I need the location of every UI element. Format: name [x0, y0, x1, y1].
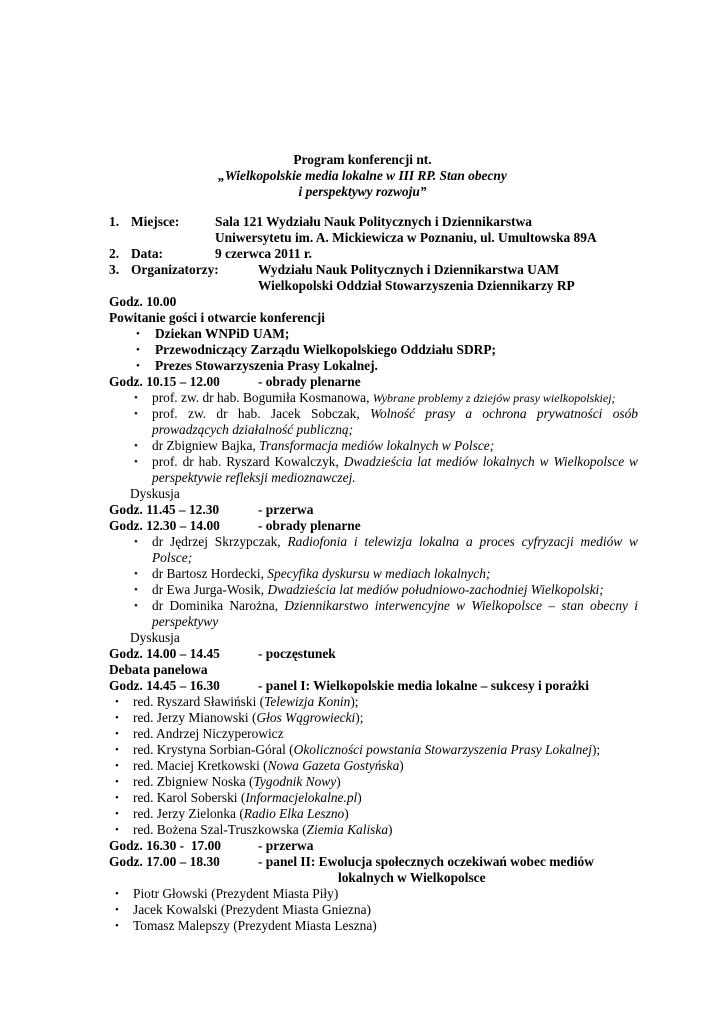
bullet-icon: •: [115, 696, 119, 708]
list-item-end: );: [350, 694, 359, 709]
list-item: [133, 710, 363, 726]
panelist-name: red. Maciej Kretkowski (: [133, 758, 268, 773]
list-item: Przewodniczący Zarządu Wielkopolskiego Oddziału SDRP;: [155, 342, 496, 357]
talk-title-continued: prowadzących działalność publiczną;: [152, 422, 354, 437]
list-item: [152, 598, 638, 614]
speaker-name: dr Dominika Narożna,: [152, 598, 279, 613]
list-item: Dziekan WNPiD UAM;: [155, 326, 290, 341]
talk-title-continued: perspektywy: [152, 614, 219, 629]
list-item: [133, 822, 392, 838]
bullet-icon: •: [134, 440, 138, 452]
list-item: [133, 694, 359, 710]
outlet-name: Telewizja Konin: [264, 694, 351, 709]
bullet-icon: •: [115, 776, 119, 788]
outlet-name: Informacjelokalne.pl: [245, 790, 358, 805]
list-item-end: ): [357, 790, 362, 805]
panelist-name: red. Bożena Szal-Truszkowska (: [133, 822, 307, 837]
bullet-icon: •: [115, 824, 119, 836]
place-value-line2: Uniwersytetu im. A. Mickiewicza w Poznaniu, ul. Umultowska 89A: [215, 230, 597, 245]
bullet-icon: •: [115, 808, 119, 820]
session-time: Godz. 16.30 - 17.00: [109, 838, 221, 853]
talk-title: Dziennikarstwo interwencyjne w Wielkopolsce – stan obecny i: [284, 598, 638, 613]
organizers-label: Organizatorzy:: [131, 262, 219, 277]
bullet-icon: •: [115, 712, 119, 724]
panelist-name: red. Zbigniew Noska (: [133, 774, 254, 789]
discussion-label: Dyskusja: [130, 486, 180, 501]
list-item: Prezes Stowarzyszenia Prasy Lokalnej.: [155, 358, 378, 373]
list-item: [133, 806, 349, 822]
list-item: [133, 742, 600, 758]
outlet-name: Nowa Gazeta Gostyńska: [267, 758, 400, 773]
talk-title: Dwadzieścia lat mediów południowo-zachodniej Wielkopolski;: [267, 582, 604, 597]
session-time: Godz. 11.45 – 12.30: [109, 502, 220, 517]
list-item-end: ): [399, 758, 404, 773]
talk-title: Transformacja mediów lokalnych w Polsce;: [259, 438, 495, 453]
session-heading: Debata panelowa: [109, 662, 208, 677]
outlet-name: Głos Wągrowiecki: [256, 710, 356, 725]
list-item: Piotr Głowski (Prezydent Miasta Piły): [133, 886, 339, 901]
talk-title-continued: Polsce;: [152, 550, 193, 565]
list-item-end: );: [591, 742, 601, 757]
outlet-name: Tygodnik Nowy: [253, 774, 337, 789]
list-item: [133, 726, 284, 742]
list-item: [152, 566, 490, 582]
session-label: - panel I: Wielkopolskie media lokalne – sukcesy i porażki: [258, 678, 589, 693]
session-label: - panel II: Ewolucja społecznych oczekiwań wobec mediów: [258, 854, 594, 869]
panelist-name: red. Jerzy Mianowski (: [133, 710, 257, 725]
session-label: - przerwa: [258, 502, 314, 517]
bullet-icon: •: [134, 600, 138, 612]
bullet-icon: •: [134, 456, 138, 468]
date-number: 2.: [109, 246, 120, 261]
conference-title-line1: „Wielkopolskie media lokalne w III RP. Stan obecny: [218, 168, 507, 183]
speaker-name: dr Zbigniew Bajka,: [152, 438, 256, 453]
bullet-icon: •: [115, 904, 119, 916]
list-item: [152, 438, 494, 454]
list-item-end: ): [336, 774, 341, 789]
bullet-icon: •: [115, 728, 119, 740]
panelist-name: red. Karol Soberski (: [133, 790, 246, 805]
list-item: [152, 534, 638, 550]
session-time: Godz. 14.00 – 14.45: [109, 646, 220, 661]
bullet-icon: •: [115, 920, 119, 932]
place-label: Miejsce:: [131, 214, 180, 229]
bullet-icon: •: [115, 760, 119, 772]
list-item: [133, 758, 404, 774]
bullet-icon: •: [136, 328, 140, 340]
session-time: Godz. 10.00: [109, 294, 177, 309]
list-item-end: );: [355, 710, 364, 725]
list-item: [152, 390, 616, 406]
bullet-icon: •: [115, 744, 119, 756]
speaker-name: dr Jędrzej Skrzypczak,: [152, 534, 281, 549]
bullet-icon: •: [134, 584, 138, 596]
session-label-continued: lokalnych w Wielkopolsce: [338, 870, 486, 885]
outlet-name: Okoliczności powstania Stowarzyszenia Prasy Lokalnej: [293, 742, 592, 757]
list-item: Tomasz Malepszy (Prezydent Miasta Leszna): [133, 918, 377, 933]
bullet-icon: •: [134, 568, 138, 580]
date-label: Data:: [131, 246, 163, 261]
bullet-icon: •: [136, 360, 140, 372]
list-item: Jacek Kowalski (Prezydent Miasta Gniezna): [133, 902, 371, 917]
place-value-line1: Sala 121 Wydziału Nauk Politycznych i Dziennikarstwa: [215, 214, 532, 229]
session-time: Godz. 17.00 – 18.30: [109, 854, 220, 869]
bullet-icon: •: [134, 392, 138, 404]
conference-title-line2: i perspektywy rozwoju”: [298, 184, 427, 199]
list-item-end: ): [388, 822, 393, 837]
speaker-name: prof. dr hab. Ryszard Kowalczyk,: [152, 454, 339, 469]
discussion-label: Dyskusja: [130, 630, 180, 645]
panelist-name: red. Krystyna Sorbian-Góral (: [133, 742, 294, 757]
speaker-name: dr Ewa Jurga-Wosik,: [152, 582, 265, 597]
list-item-end: ): [344, 806, 349, 821]
talk-title: Wybrane problemy z dziejów prasy wielkopolskiej;: [372, 391, 616, 405]
session-heading: Powitanie gości i otwarcie konferencji: [109, 310, 325, 325]
speaker-name: prof. zw. dr hab. Jacek Sobczak,: [152, 406, 360, 421]
bullet-icon: •: [115, 792, 119, 804]
date-value: 9 czerwca 2011 r.: [215, 246, 312, 261]
talk-title-continued: perspektywie refleksji medioznawczej.: [152, 470, 356, 485]
bullet-icon: •: [115, 888, 119, 900]
outlet-name: Radio Elka Leszno: [243, 806, 345, 821]
talk-title: Wolność prasy a ochrona prywatności osób: [370, 406, 638, 421]
list-item: [152, 582, 604, 598]
session-label: - obrady plenarne: [258, 518, 361, 533]
bullet-icon: •: [134, 536, 138, 548]
session-time: Godz. 10.15 – 12.00: [109, 374, 220, 389]
speaker-name: prof. zw. dr hab. Bogumiła Kosmanowa,: [152, 390, 370, 405]
talk-title: Dwadzieścia lat mediów lokalnych w Wielkopolsce w: [343, 454, 638, 469]
place-number: 1.: [109, 214, 120, 229]
list-item: [133, 774, 341, 790]
panelist-name: red. Andrzej Niczyperowicz: [133, 726, 284, 741]
talk-title: Specyfika dyskursu w mediach lokalnych;: [267, 566, 491, 581]
bullet-icon: •: [136, 344, 140, 356]
list-item: [133, 790, 362, 806]
organizer-1: Wydziału Nauk Politycznych i Dziennikarstwa UAM: [258, 262, 560, 277]
session-label: - przerwa: [258, 838, 314, 853]
organizer-2: Wielkopolski Oddział Stowarzyszenia Dziennikarzy RP: [258, 278, 575, 293]
program-title: Program konferencji nt.: [293, 152, 432, 167]
organizers-number: 3.: [109, 262, 120, 277]
session-time: Godz. 12.30 – 14.00: [109, 518, 220, 533]
outlet-name: Ziemia Kaliska: [306, 822, 389, 837]
speaker-name: dr Bartosz Hordecki,: [152, 566, 264, 581]
talk-title: Radiofonia i telewizja lokalna a proces cyfryzacji mediów w: [287, 534, 638, 549]
list-item: [152, 406, 638, 422]
panelist-name: red. Ryszard Sławiński (: [133, 694, 265, 709]
session-label: - obrady plenarne: [258, 374, 361, 389]
session-label: - poczęstunek: [258, 646, 336, 661]
bullet-icon: •: [134, 408, 138, 420]
panelist-name: red. Jerzy Zielonka (: [133, 806, 244, 821]
list-item: [152, 454, 638, 470]
session-time: Godz. 14.45 – 16.30: [109, 678, 220, 693]
